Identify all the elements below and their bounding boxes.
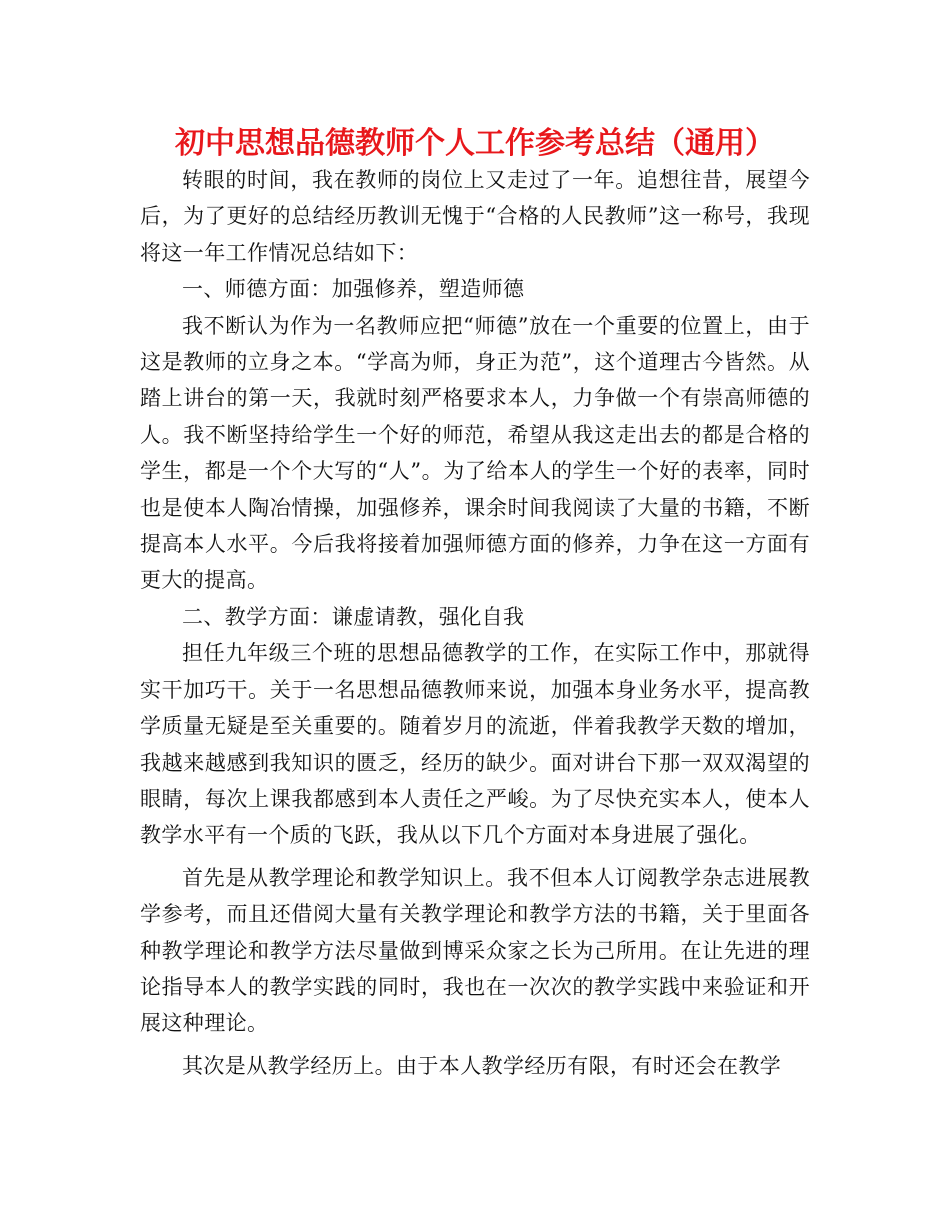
- section-heading-ethics: 一、师德方面：加强修养，塑造师德: [182, 277, 525, 302]
- paragraph-ethics: 我不断认为作为一名教师应把“师德”放在一个重要的位置上，由于这是教师的立身之本。“学高为师，身正为范”，这个道理古今皆然。从踏上讲台的第一天，我就时刻严格要求本人，力争做一个有崇高师德的人。我不断坚持给学生一个好的师范，希望从我这走出去的都是合格的学生，都是一个个大写的“人”。为了给本人的学生一个好的表率，同时也是使本人陶冶情操，加强修养，课余时间我阅读了大量的书籍，不断提高本人水平。今后我将接着加强师德方面的修养，力争在这一方面有更大的提高。: [140, 313, 810, 593]
- paragraph-teaching: 担任九年级三个班的思想品德教学的工作，在实际工作中，那就得实干加巧干。关于一名思想品德教师来说，加强本身业务水平，提高教学质量无疑是至关重要的。随着岁月的流逝，伴着我教学天数的增加，我越来越感到我知识的匮乏，经历的缺少。面对讲台下那一双双渴望的眼睛，每次上课我都感到本人责任之严峻。为了尽快充实本人，使本人教学水平有一个质的飞跃，我从以下几个方面对本身进展了强化。: [140, 641, 810, 848]
- paragraph-theory: 首先是从教学理论和教学知识上。我不但本人订阅教学杂志进展教学参考，而且还借阅大量有关教学理论和教学方法的书籍，关于里面各种教学理论和教学方法尽量做到博采众家之长为己所用。在让先进的理论指导本人的教学实践的同时，我也在一次次的教学实践中来验证和开展这种理论。: [140, 865, 810, 1036]
- section-heading-teaching: 二、教学方面：谦虚请教，强化自我: [182, 604, 525, 629]
- paragraph-intro: 转眼的时间，我在教师的岗位上又走过了一年。追想往昔，展望今后，为了更好的总结经历教训无愧于“合格的人民教师”这一称号，我现将这一年工作情况总结如下：: [140, 168, 810, 265]
- paragraph-experience: 其次是从教学经历上。由于本人教学经历有限，有时还会在教学: [182, 1053, 782, 1078]
- document-title: 初中思想品德教师个人工作参考总结（通用）: [175, 126, 775, 161]
- document-body: [140, 162, 810, 1084]
